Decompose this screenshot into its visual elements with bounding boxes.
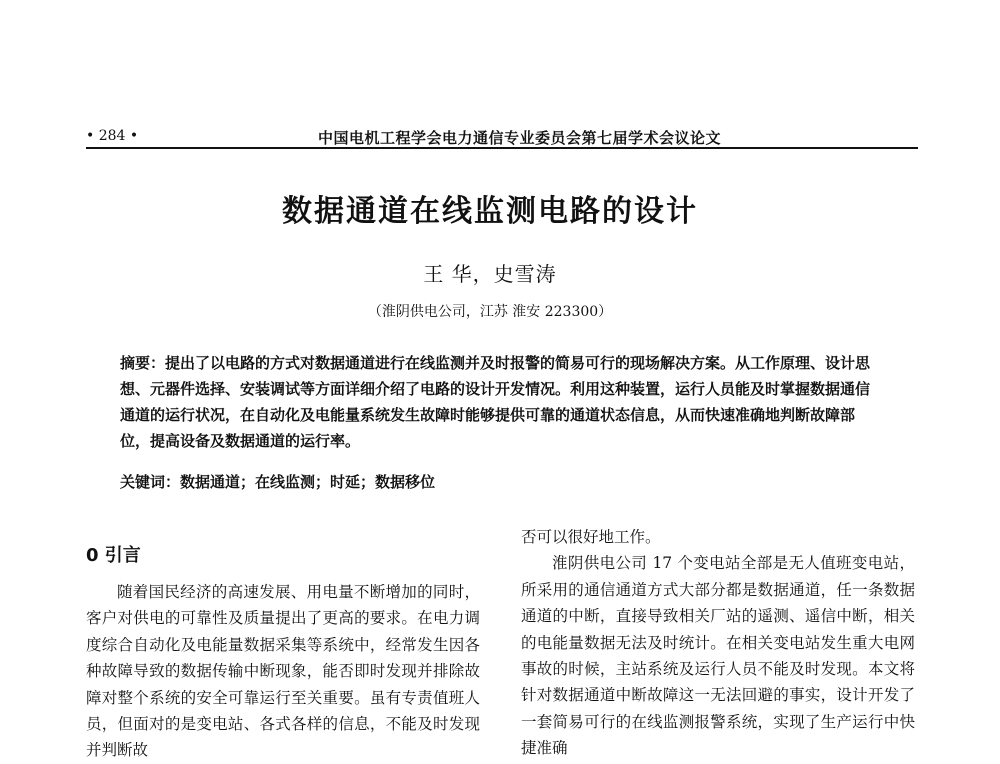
abstract-label: 摘要： [120,354,166,372]
running-header: 中国电机工程学会电力通信专业委员会第七届学术会议论文 [318,129,722,147]
abstract-text: 提出了以电路的方式对数据通道进行在线监测并及时报警的简易可行的现场解决方案。从工作原理、设计思想、元器件选择、安装调试等方面详细介绍了电路的设计开发情况。利用这种装置，运行人员能及时掌握数据通信通道的运行状况，在自动化及电能量系统发生故障时能够提供可靠的通道状态信息，从而快速准确地判断故障部位，提高设备及数据通道的运行率。 [120,354,871,450]
authors: 王 华，史雪涛 [423,262,557,286]
paper-title: 数据通道在线监测电路的设计 [282,194,698,229]
affiliation: （淮阴供电公司，江苏 淮安 223300） [367,304,613,320]
body-paragraph: 淮阴供电公司 17 个变电站全部是无人值班变电站，所采用的通信通道方式大部分都是数据通道，任一条数据通道的中断，直接导致相关厂站的遥测、遥信中断，相关的电能量数据无法及时统计。在相关变电站发生重大电网事故的时候，主站系统及运行人员不能及时发现。本文将针对数据通道中断故障这一无法回避的事实，设计开发了一套简易可行的在线监测报警系统，实现了生产运行中快捷准确 [521,554,915,758]
keywords-text: 数据通道；在线监测；时延；数据移位 [180,473,436,491]
keywords [120,471,880,492]
section-heading: 0 引言 [86,545,141,566]
page-number: • 284 • [86,128,139,144]
keywords-label: 关键词： [120,473,181,491]
abstract [120,350,880,454]
right-column [521,524,915,762]
left-column [86,579,480,764]
body-paragraph: 随着国民经济的高速发展、用电量不断增加的同时，客户对供电的可靠性及质量提出了更高的要求。在电力调度综合自动化及电能量数据采集等系统中，经常发生因各种故障导致的数据传输中断现象，能否即时发现并排除故障对整个系统的安全可靠运行至关重要。虽有专责值班人员，但面对的是变电站、各式各样的信息，不能及时发现并判断故 [86,583,480,760]
header-rule [86,147,918,149]
body-paragraph-continuation: 否可以很好地工作。 [521,528,661,546]
